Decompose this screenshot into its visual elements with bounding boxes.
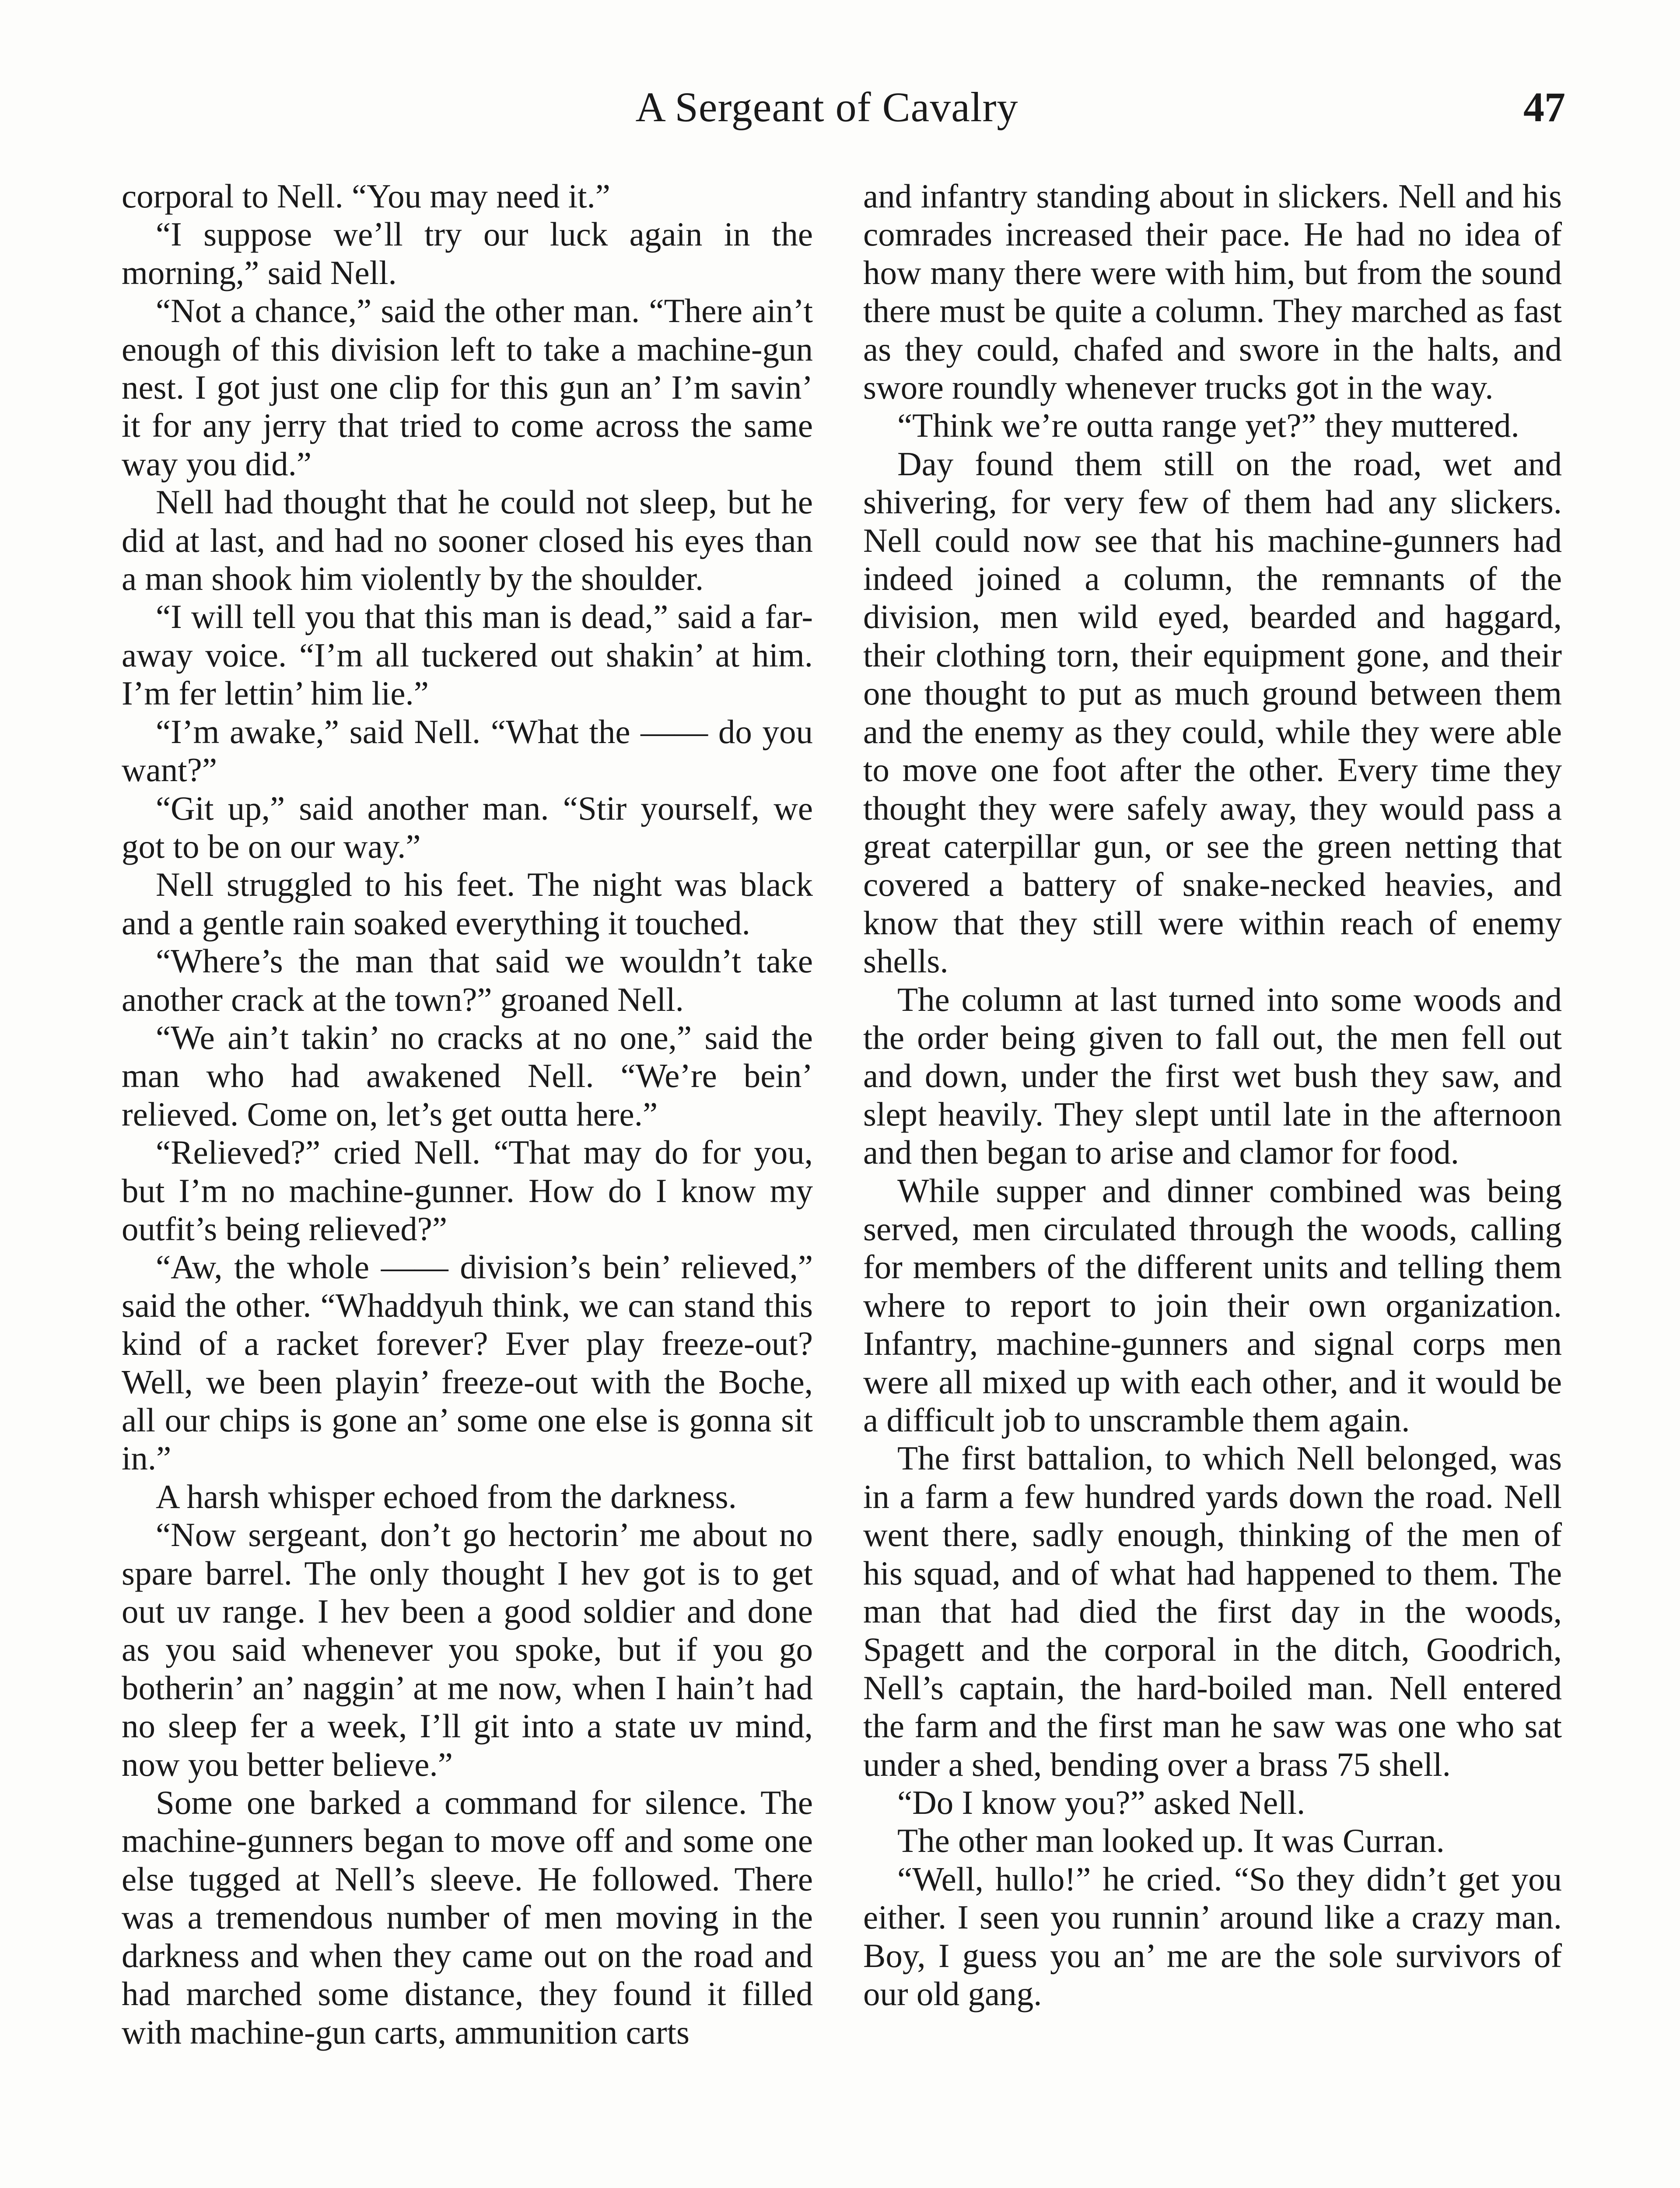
paragraph: Nell struggled to his feet. The night was black and a gentle rain soaked everything it touched. — [122, 866, 813, 942]
paragraph: “Where’s the man that said we wouldn’t take another crack at the town?” groaned Nell. — [122, 942, 813, 1018]
paragraph: “I suppose we’ll try our luck again in the morning,” said Nell. — [122, 215, 813, 291]
paragraph: “I’m awake,” said Nell. “What the —— do you want?” — [122, 712, 813, 789]
page-number: 47 — [1523, 84, 1565, 130]
paragraph: “Well, hullo!” he cried. “So they didn’t get you either. I seen you runnin’ around like a crazy man. Boy, I guess you an’ me are the sole survivors of our old gang. — [863, 1860, 1562, 2013]
paragraph: “Think we’re outta range yet?” they muttered. — [897, 407, 1519, 445]
paragraph: “I will tell you that this man is dead,” said a far-away voice. “I’m all tuckered out shakin’ at him. I’m fer lettin’ him lie.” — [122, 598, 813, 712]
running-head — [0, 77, 1680, 138]
paragraph: The other man looked up. It was Curran. — [897, 1822, 1445, 1860]
paragraph: “Not a chance,” said the other man. “There ain’t enough of this division left to take a machine-gun nest. I got just one clip for this gun an’ I’m savin’ it for any jerry that tried to come across the same way you did.” — [122, 292, 813, 483]
paragraph: “Relieved?” cried Nell. “That may do for you, but I’m no machine-gunner. How do I know my outfit’s being relieved?” — [122, 1133, 813, 1248]
paragraph: Day found them still on the road, wet and shivering, for very few of them had any slickers. Nell could now see that his machine-gunners had indeed joined a column, the remnants of the division, men wild eyed, bearded and haggard, their clothing torn, their equipment gone, and their one thought to put as much ground between them and the enemy as they could, while they were able to move one foot after the other. Every time they thought they were safely away, they would pass a great caterpillar gun, or see the green netting that covered a battery of snake-necked heavies, and know that they still were within reach of enemy shells. — [863, 445, 1562, 980]
paragraph: The column at last turned into some woods and the order being given to fall out, the men fell out and down, under the first wet bush they saw, and slept heavily. They slept until late in the afternoon and then began to arise and clamor for food. — [863, 980, 1562, 1171]
left-column — [122, 177, 813, 2051]
paragraph: A harsh whisper echoed from the darkness. — [156, 1477, 737, 1515]
paragraph: Some one barked a command for silence. The machine-gunners began to move off and some one else tugged at Nell’s sleeve. He followed. There was a tremendous number of men moving in the darkness and when they came out on the road and had marched some distance, they found it filled with machine-gun carts, ammunition carts — [122, 1784, 813, 2051]
paragraph: Nell had thought that he could not sleep, but he did at last, and had no sooner closed his eyes than a man shook him violently by the shoulder. — [122, 483, 813, 598]
paragraph: “We ain’t takin’ no cracks at no one,” said the man who had awakened Nell. “We’re bein’ relieved. Come on, let’s get outta here.” — [122, 1018, 813, 1133]
paragraph: The first battalion, to which Nell belonged, was in a farm a few hundred yards down the road. Nell went there, sadly enough, thinking of the men of his squad, and of what had happened to them. The man that had died the first day in the woods, Spagett and the corporal in the ditch, Goodrich, Nell’s captain, the hard-boiled man. Nell entered the farm and the first man he saw was one who sat under a shed, bending over a brass 75 shell. — [863, 1439, 1562, 1783]
paragraph: “Now sergeant, don’t go hectorin’ me about no spare barrel. The only thought I hev got is to get out uv range. I hev been a good soldier and done as you said whenever you spoke, but if you go botherin’ an’ naggin’ at me now, when I hain’t had no sleep fer a week, I’ll git into a state uv mind, now you better believe.” — [122, 1516, 813, 1783]
paragraph: “Aw, the whole —— division’s bein’ relieved,” said the other. “Whaddyuh think, we can stand this kind of a racket forever? Ever play freeze-out? Well, we been playin’ freeze-out with the Boche, all our chips is gone an’ some one else is gonna sit in.” — [122, 1248, 813, 1477]
right-column — [863, 177, 1562, 2013]
running-title: A Sergeant of Cavalry — [635, 84, 1018, 130]
paragraph: While supper and dinner combined was being served, men circulated through the woods, calling for members of the different units and telling them where to report to join their own organization. Infantry, machine-gunners and signal corps men were all mixed up with each other, and it would be a difficult job to unscramble them again. — [863, 1171, 1562, 1439]
paragraph: “Do I know you?” asked Nell. — [897, 1784, 1306, 1822]
paragraph: and infantry standing about in slickers. Nell and his comrades increased their pace. He had no idea of how many there were with him, but from the sound there must be quite a column. They marched as fast as they could, chafed and swore in the halts, and swore roundly whenever trucks got in the way. — [863, 177, 1562, 407]
paragraph: “Git up,” said another man. “Stir yourself, we got to be on our way.” — [122, 789, 813, 865]
paragraph: corporal to Nell. “You may need it.” — [122, 177, 610, 215]
